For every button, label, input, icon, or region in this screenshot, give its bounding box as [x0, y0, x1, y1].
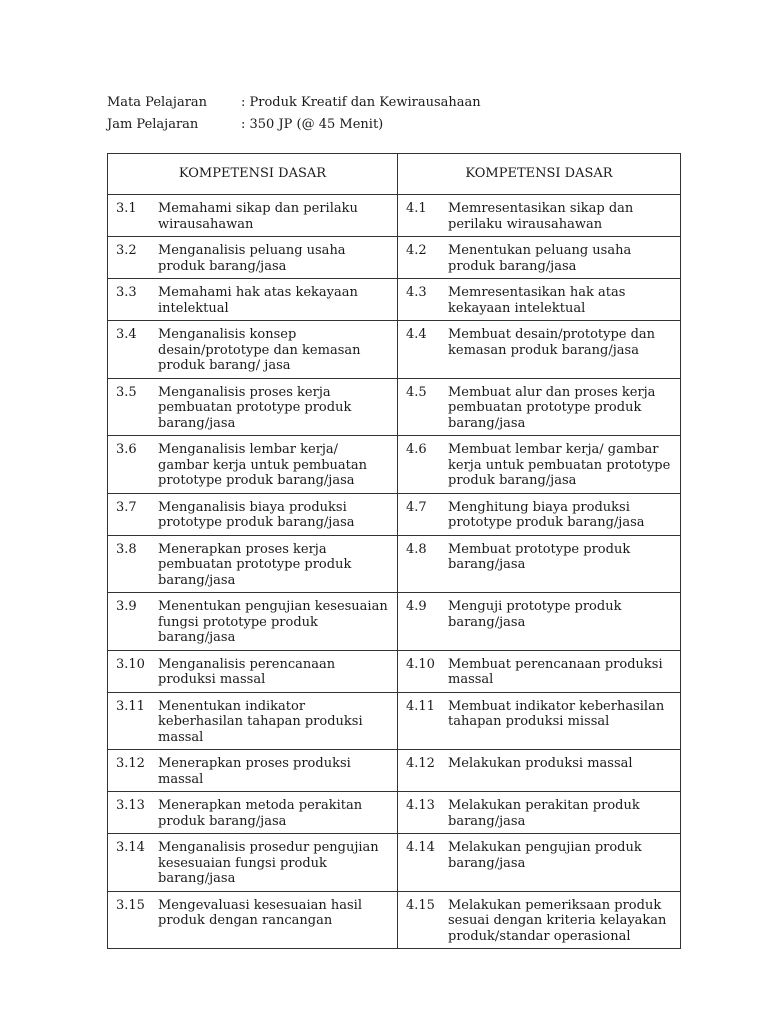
- competency-number: 4.4: [406, 327, 427, 342]
- competency-number: 3.15: [116, 897, 145, 913]
- basic-competency-3-content: [108, 756, 397, 787]
- competency-number: 4.8: [406, 541, 427, 557]
- basic-competency-4-cell: [398, 279, 681, 321]
- basic-competency-3-cell: [108, 692, 398, 750]
- competency-number: 4.14: [406, 840, 435, 855]
- competency-number: 3.9: [116, 599, 137, 614]
- column-header-1: KOMPETENSI DASAR: [108, 154, 398, 195]
- basic-competency-3-content: [108, 699, 397, 746]
- basic-competency-3-content: [108, 657, 397, 688]
- competency-number: 4.11: [406, 698, 435, 714]
- basic-competency-4-cell: [398, 593, 681, 651]
- basic-competency-3-cell: [108, 750, 398, 792]
- basic-competency-4-content: [398, 243, 680, 274]
- competency-text: Membuat alur dan proses kerja pembuatan prototype produk barang/jasa: [448, 384, 656, 431]
- competency-text: Membuat prototype produk barang/jasa: [448, 541, 631, 572]
- subject-value: : Produk Kreatif dan Kewirausahaan: [241, 95, 481, 110]
- basic-competency-3-content: [108, 500, 397, 531]
- competency-text: Memahami hak atas kekayaan intelektual: [158, 285, 358, 316]
- basic-competency-3-cell: [108, 593, 398, 651]
- basic-competency-4-cell: [398, 650, 681, 692]
- basic-competency-4-content: [398, 285, 680, 316]
- competency-text: Melakukan perakitan produk barang/jasa: [448, 798, 640, 829]
- competency-text: Menganalisis biaya produksi prototype produk barang/jasa: [158, 499, 355, 530]
- competency-text: Memahami sikap dan perilaku wirausahawan: [158, 201, 358, 232]
- table-row: [108, 834, 681, 892]
- basic-competency-3-content: [108, 285, 397, 316]
- basic-competency-3-cell: [108, 493, 398, 535]
- competency-text: Menganalisis peluang usaha produk barang/jasa: [158, 243, 346, 274]
- table-row: [108, 378, 681, 436]
- table-row: [108, 792, 681, 834]
- competency-text: Menguji prototype produk barang/jasa: [448, 599, 622, 630]
- competency-text: Menghitung biaya produksi prototype produk barang/jasa: [448, 499, 645, 530]
- basic-competency-3-cell: [108, 891, 398, 949]
- basic-competency-4-content: [398, 327, 680, 358]
- competency-number: 4.5: [406, 384, 427, 400]
- hours-value: : 350 JP (@ 45 Menit): [241, 117, 384, 132]
- basic-competency-3-cell: [108, 279, 398, 321]
- competency-text: Menganalisis konsep desain/prototype dan kemasan produk barang/ jasa: [158, 327, 361, 373]
- competency-number: 4.10: [406, 656, 435, 672]
- basic-competency-4-content: [398, 442, 680, 489]
- competency-table: [107, 153, 681, 949]
- competency-number: 3.4: [116, 327, 137, 342]
- competency-number: 4.13: [406, 798, 435, 813]
- basic-competency-4-content: [398, 500, 680, 531]
- basic-competency-4-cell: [398, 195, 681, 237]
- basic-competency-3-cell: [108, 195, 398, 237]
- competency-number: 3.8: [116, 541, 137, 557]
- basic-competency-3-content: [108, 898, 397, 929]
- competency-text: Memresentasikan sikap dan perilaku wirausahawan: [448, 201, 634, 232]
- competency-text: Menerapkan proses kerja pembuatan prototype produk barang/jasa: [158, 541, 352, 588]
- competency-text: Menganalisis perencanaan produksi massal: [158, 656, 336, 687]
- basic-competency-4-content: [398, 840, 680, 871]
- basic-competency-3-cell: [108, 436, 398, 494]
- column-header-2: KOMPETENSI DASAR: [398, 154, 681, 195]
- competency-text: Melakukan produksi massal: [448, 756, 633, 771]
- table-row: [108, 891, 681, 949]
- basic-competency-4-cell: [398, 692, 681, 750]
- basic-competency-4-content: [398, 201, 680, 232]
- competency-text: Melakukan pemeriksaan produk sesuai dengan kriteria kelayakan produk/standar operasional: [448, 897, 667, 944]
- basic-competency-3-cell: [108, 321, 398, 379]
- table-row: [108, 750, 681, 792]
- basic-competency-4-cell: [398, 436, 681, 494]
- basic-competency-4-content: [398, 898, 680, 945]
- competency-number: 3.1: [116, 201, 137, 216]
- table-row: [108, 692, 681, 750]
- basic-competency-3-content: [108, 385, 397, 432]
- table-row: [108, 535, 681, 593]
- basic-competency-4-cell: [398, 237, 681, 279]
- competency-number: 3.6: [116, 442, 137, 457]
- basic-competency-4-cell: [398, 493, 681, 535]
- basic-competency-3-content: [108, 201, 397, 232]
- competency-text: Membuat lembar kerja/ gambar kerja untuk pembuatan prototype produk barang/jasa: [448, 442, 671, 488]
- basic-competency-3-content: [108, 798, 397, 829]
- competency-text: Menerapkan proses produksi massal: [158, 756, 351, 787]
- table-row: [108, 195, 681, 237]
- competency-text: Menganalisis prosedur pengujian kesesuaian fungsi produk barang/jasa: [158, 840, 379, 886]
- table-body: [108, 195, 681, 949]
- basic-competency-4-content: [398, 542, 680, 573]
- competency-text: Memresentasikan hak atas kekayaan intelektual: [448, 285, 626, 316]
- basic-competency-3-cell: [108, 792, 398, 834]
- basic-competency-3-cell: [108, 237, 398, 279]
- competency-number: 4.9: [406, 599, 427, 614]
- competency-number: 4.2: [406, 243, 427, 258]
- hours-label: Jam Pelajaran: [107, 117, 199, 132]
- competency-text: Melakukan pengujian produk barang/jasa: [448, 840, 642, 871]
- basic-competency-3-cell: [108, 650, 398, 692]
- subject-row: [107, 92, 481, 114]
- table-row: [108, 321, 681, 379]
- competency-number: 3.12: [116, 756, 145, 771]
- competency-number: 3.14: [116, 840, 145, 855]
- competency-text: Menganalisis lembar kerja/ gambar kerja untuk pembuatan prototype produk barang/jasa: [158, 442, 368, 488]
- competency-number: 3.10: [116, 656, 145, 672]
- basic-competency-4-content: [398, 798, 680, 829]
- basic-competency-4-content: [398, 599, 680, 630]
- subject-label: Mata Pelajaran: [107, 95, 208, 110]
- document-header: [107, 92, 481, 136]
- competency-number: 3.7: [116, 499, 137, 515]
- basic-competency-3-content: [108, 327, 397, 374]
- table-header-row: [108, 154, 681, 195]
- basic-competency-4-content: [398, 756, 680, 772]
- basic-competency-4-cell: [398, 792, 681, 834]
- basic-competency-4-cell: [398, 834, 681, 892]
- basic-competency-3-content: [108, 840, 397, 887]
- table-row: [108, 237, 681, 279]
- basic-competency-3-content: [108, 442, 397, 489]
- table-row: [108, 593, 681, 651]
- competency-number: 3.3: [116, 285, 137, 300]
- competency-number: 3.13: [116, 798, 145, 813]
- competency-text: Menentukan pengujian kesesuaian fungsi prototype produk barang/jasa: [158, 599, 388, 645]
- competency-text: Membuat indikator keberhasilan tahapan produksi missal: [448, 698, 665, 729]
- competency-text: Menentukan peluang usaha produk barang/jasa: [448, 243, 632, 274]
- basic-competency-4-cell: [398, 535, 681, 593]
- competency-text: Mengevaluasi kesesuaian hasil produk dengan rancangan: [158, 897, 362, 928]
- basic-competency-4-content: [398, 657, 680, 688]
- competency-number: 3.2: [116, 243, 137, 258]
- basic-competency-4-content: [398, 699, 680, 730]
- competency-number: 3.5: [116, 384, 137, 400]
- basic-competency-3-content: [108, 243, 397, 274]
- basic-competency-3-content: [108, 599, 397, 646]
- basic-competency-3-cell: [108, 378, 398, 436]
- basic-competency-3-content: [108, 542, 397, 589]
- competency-text: Menentukan indikator keberhasilan tahapan produksi massal: [158, 698, 363, 745]
- competency-number: 4.3: [406, 285, 427, 300]
- basic-competency-4-cell: [398, 891, 681, 949]
- competency-number: 4.7: [406, 499, 427, 515]
- competency-text: Membuat perencanaan produksi massal: [448, 656, 663, 687]
- table-row: [108, 436, 681, 494]
- competency-number: 4.12: [406, 756, 435, 771]
- basic-competency-3-cell: [108, 535, 398, 593]
- competency-text: Menerapkan metoda perakitan produk barang/jasa: [158, 798, 363, 829]
- basic-competency-4-cell: [398, 750, 681, 792]
- hours-row: [107, 114, 481, 136]
- competency-number: 4.6: [406, 442, 427, 457]
- table-row: [108, 493, 681, 535]
- basic-competency-4-cell: [398, 321, 681, 379]
- table-row: [108, 650, 681, 692]
- basic-competency-3-cell: [108, 834, 398, 892]
- competency-number: 4.15: [406, 897, 435, 913]
- basic-competency-4-cell: [398, 378, 681, 436]
- competency-number: 4.1: [406, 201, 427, 216]
- basic-competency-4-content: [398, 385, 680, 432]
- competency-text: Membuat desain/prototype dan kemasan produk barang/jasa: [448, 327, 656, 358]
- competency-text: Menganalisis proses kerja pembuatan prototype produk barang/jasa: [158, 384, 352, 431]
- table-row: [108, 279, 681, 321]
- competency-number: 3.11: [116, 698, 145, 714]
